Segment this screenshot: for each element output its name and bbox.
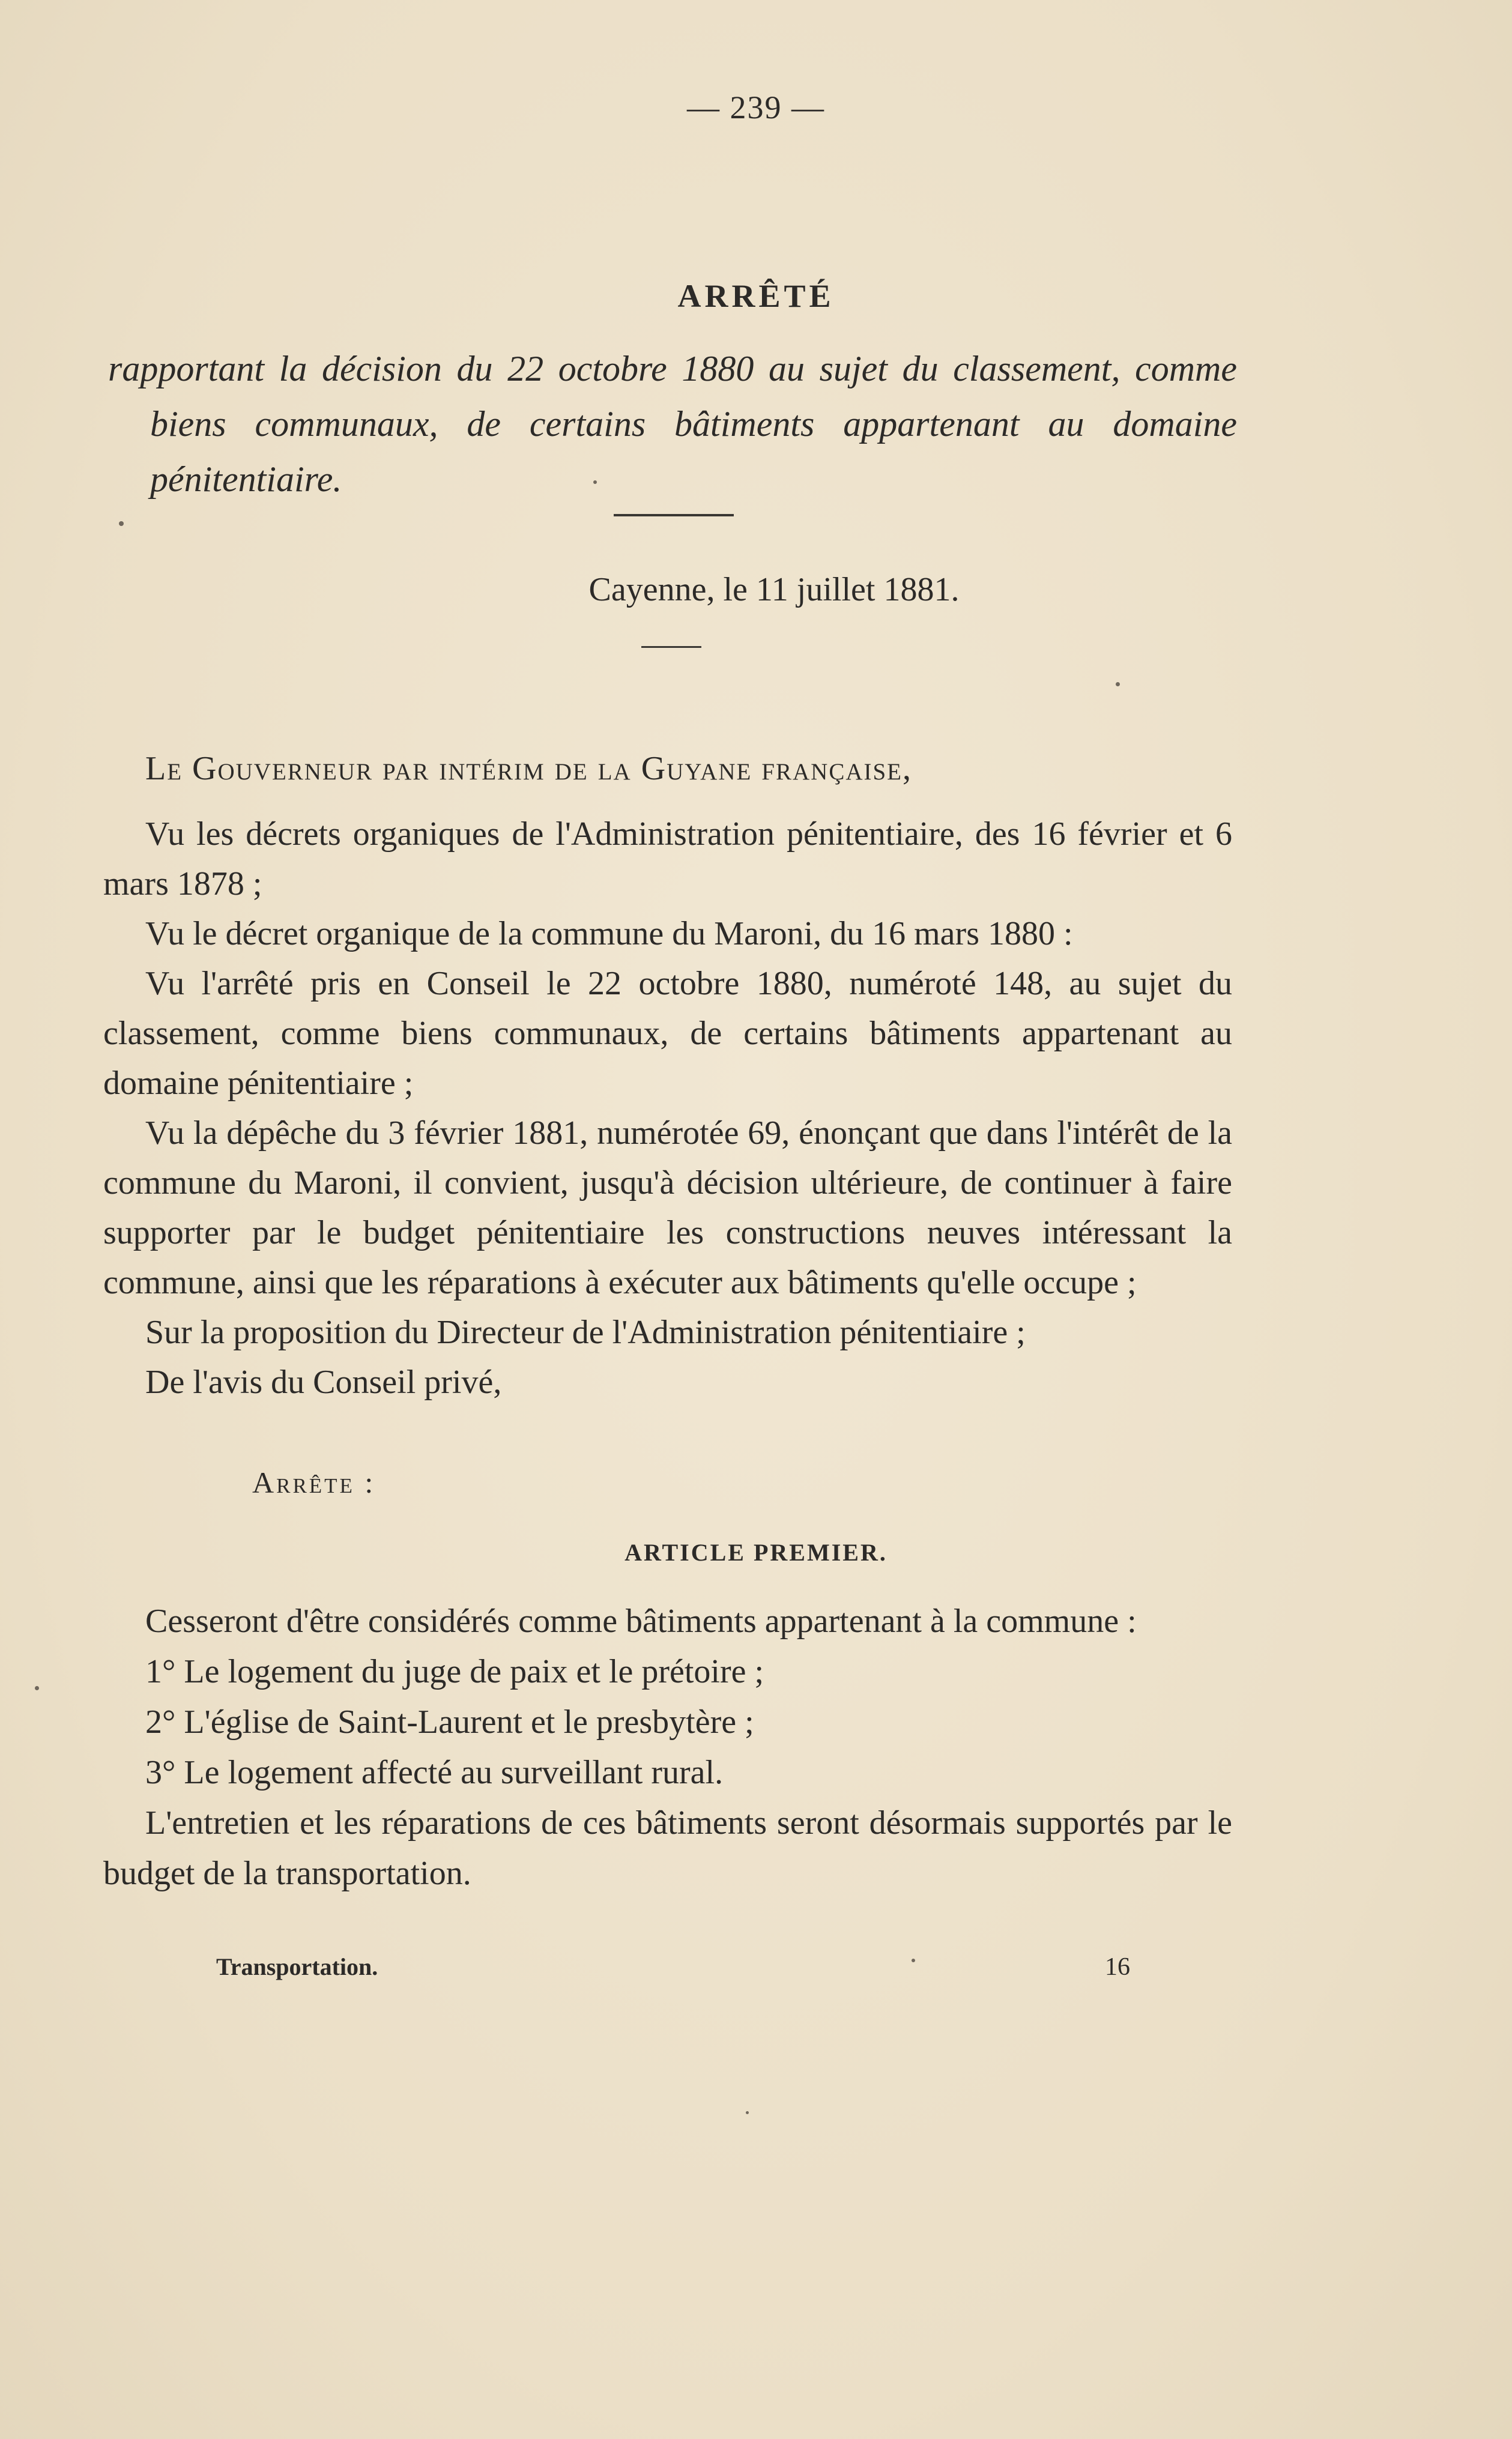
paper-speck — [35, 1686, 39, 1690]
consideration-paragraph: Vu le décret organique de la commune du Maroni, du 16 mars 1880 : — [145, 915, 1073, 952]
article-item: 2° L'église de Saint-Laurent et le presbytère ; — [145, 1703, 754, 1741]
document-title: ARRÊTÉ — [677, 278, 835, 314]
consideration-paragraph: De l'avis du Conseil privé, — [145, 1364, 502, 1401]
consideration-paragraph: Vu la dépêche du 3 février 1881, numérotée 69, énonçant que dans l'intérêt de la commune du Maroni, il convient, jusqu'à décision ultérieure, de continuer à faire supporter par le budget pénitentiaire les constructions neuves intéressant la commune, ainsi que les réparations à exécuter aux bâtiments qu'elle occupe ; — [103, 1114, 1232, 1301]
dateline: Cayenne, le 11 juillet 1881. — [588, 571, 960, 608]
paper-speck — [119, 521, 124, 526]
footer-signature: Transportation. — [216, 1953, 378, 1980]
arrete-label: Arrête : — [252, 1466, 376, 1499]
paper-speck — [746, 2111, 749, 2114]
subtitle-line-2: biens communaux, de certains bâtiments appartenant au domaine — [150, 404, 1237, 444]
page-number: — 239 — — [687, 89, 825, 125]
consideration-paragraph: Sur la proposition du Directeur de l'Administration pénitentiaire ; — [145, 1314, 1026, 1351]
footer-sheet-number: 16 — [1105, 1953, 1130, 1981]
paper-speck — [593, 480, 597, 484]
subtitle-line-3: pénitentiaire. — [150, 459, 342, 499]
article-item: 3° Le logement affecté au surveillant rural. — [145, 1754, 724, 1791]
paper-speck — [912, 1959, 915, 1962]
article-closing: L'entretien et les réparations de ces bâtiments seront désormais supportés par le budget de la transportation. — [103, 1804, 1232, 1892]
governor-heading-text: Le Gouverneur par intérim de la Guyane française, — [145, 750, 913, 787]
consideration-paragraph: Vu les décrets organiques de l'Administration pénitentiaire, des 16 février et 6 mars 1878 ; — [103, 815, 1232, 902]
governor-heading — [145, 749, 1286, 788]
article-heading: ARTICLE PREMIER. — [624, 1539, 888, 1566]
consideration-paragraph: Vu l'arrêté pris en Conseil le 22 octobre 1880, numéroté 148, au sujet du classement, comme biens communaux, de certains bâtiments appartenant au domaine pénitentiaire ; — [103, 965, 1232, 1102]
dateline-divider — [641, 646, 701, 648]
title-divider — [614, 514, 734, 516]
article-intro: Cesseront d'être considérés comme bâtiments appartenant à la commune : — [145, 1603, 1137, 1640]
considerations — [103, 809, 1232, 1407]
article-item: 1° Le logement du juge de paix et le prétoire ; — [145, 1653, 764, 1690]
paper-speck — [1116, 682, 1120, 686]
article-body — [103, 1596, 1232, 1899]
document-subtitle — [108, 341, 1237, 507]
subtitle-line-1: rapportant la décision du 22 octobre 1880 au sujet du classement, comme — [108, 349, 1237, 388]
